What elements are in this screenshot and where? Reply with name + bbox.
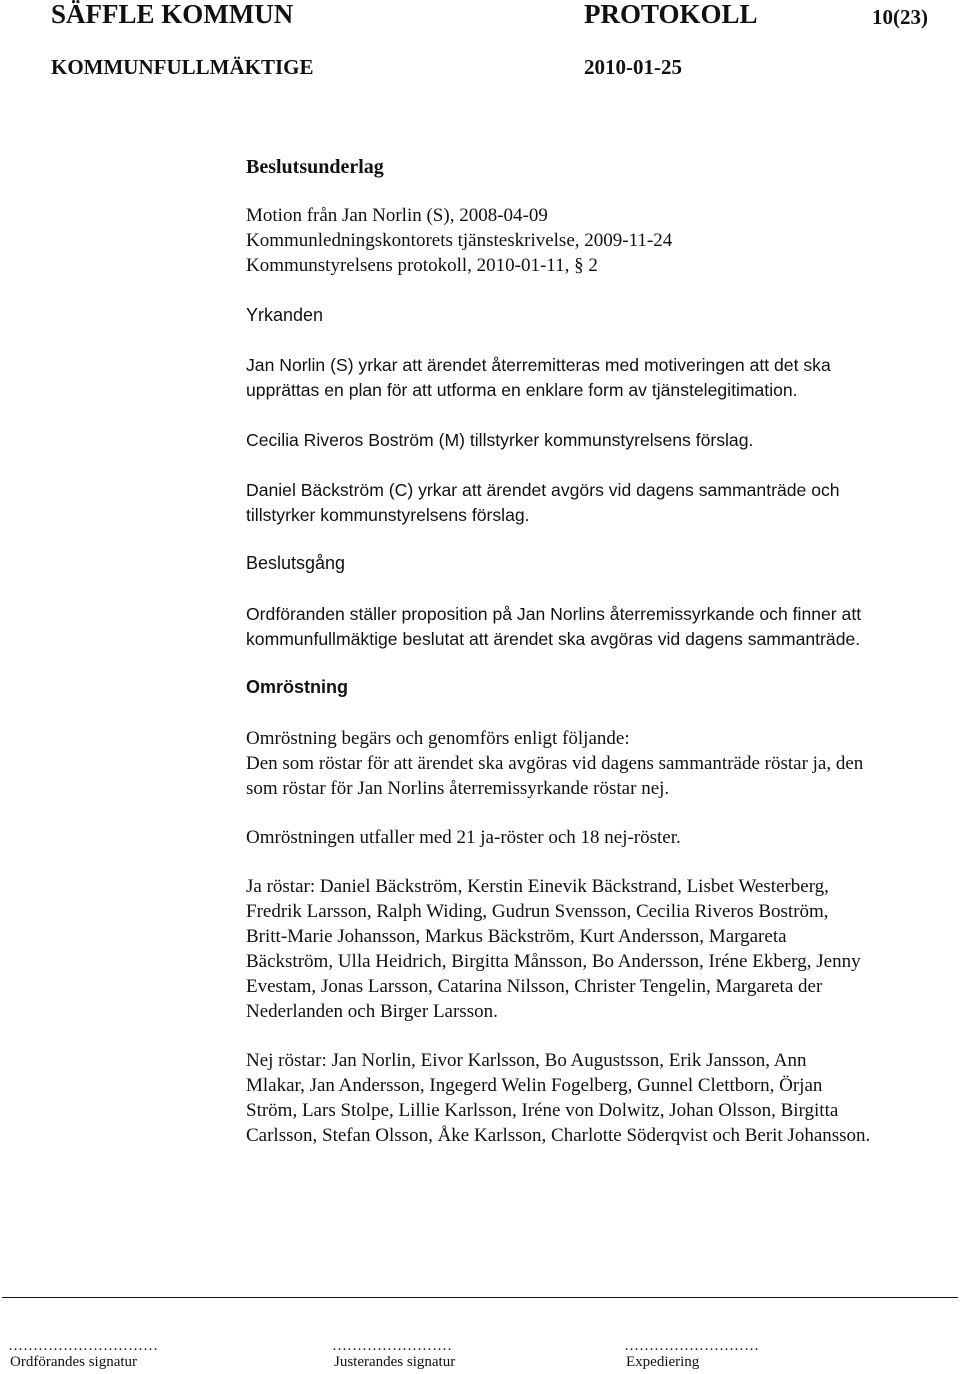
nej-roster-list: Nej röstar: Jan Norlin, Eivor Karlsson, Bo Augustsson, Erik Jansson, Ann Mlakar, Jan Andersson, Ingegerd Welin Fogelberg, Gunnel Clettborn, Örjan Ström, Lars Stolpe, Lillie Karlsson, Iréne von Dolwitz, Johan Olsson, Birgitta Carlsson, Stefan Olsson, Åke Karlsson, Charlotte Söderqvist och Berit Johansson.: [246, 1050, 871, 1146]
signature-line-adjuster: ……………………: [332, 1338, 452, 1354]
list-item: Kommunledningskontorets tjänsteskrivelse, 2009-11-24: [246, 230, 673, 251]
meeting-date: 2010-01-25: [584, 55, 682, 79]
list-item: Motion från Jan Norlin (S), 2008-04-09: [246, 205, 548, 226]
page-number: 10(23): [872, 5, 928, 29]
signature-line-chair: …………………………: [8, 1338, 158, 1354]
signature-label-adjuster: Justerandes signatur: [334, 1354, 456, 1370]
yrkanden-paragraph-3: Daniel Bäckström (C) yrkar att ärendet avgörs vid dagens sammanträde och tillstyrker kommunstyrelsens förslag.: [246, 480, 840, 525]
section-heading-omrostning: Omröstning: [246, 677, 348, 697]
omrostning-result: Omröstningen utfaller med 21 ja-röster och 18 nej-röster.: [246, 827, 681, 848]
municipality-name: SÄFFLE KOMMUN: [51, 0, 294, 29]
signature-line-expedition: ………………………: [624, 1338, 759, 1354]
signature-label-chair: Ordförandes signatur: [10, 1354, 138, 1370]
section-heading-beslutsgang: Beslutsgång: [246, 553, 346, 573]
omrostning-paragraph-1: Omröstning begärs och genomförs enligt följande: Den som röstar för att ärendet ska avgöras vid dagens sammanträde röstar ja, den som röstar för Jan Norlins återremissyrkande röstar nej.: [246, 728, 864, 799]
section-heading-yrkanden: Yrkanden: [246, 305, 324, 325]
yrkanden-paragraph-2: Cecilia Riveros Boström (M) tillstyrker kommunstyrelsens förslag.: [246, 430, 754, 450]
document-type: PROTOKOLL: [584, 0, 758, 29]
footer-divider: [2, 1297, 958, 1298]
beslutsunderlag-list: [246, 203, 672, 278]
yrkanden-paragraph-1: Jan Norlin (S) yrkar att ärendet återremitteras med motiveringen att det ska upprättas en plan för att utforma en enklare form av tjänstelegitimation.: [246, 355, 831, 400]
beslutsgang-paragraph: Ordföranden ställer proposition på Jan Norlins återremissyrkande och finner att kommunfullmäktige beslutat att ärendet ska avgöras vid dagens sammanträde.: [246, 604, 862, 649]
meeting-body: KOMMUNFULLMÄKTIGE: [51, 55, 314, 79]
section-heading-beslutsunderlag: Beslutsunderlag: [246, 156, 384, 178]
ja-roster-list: Ja röstar: Daniel Bäckström, Kerstin Einevik Bäckstrand, Lisbet Westerberg, Fredrik Larsson, Ralph Widing, Gudrun Svensson, Cecilia Riveros Boström, Britt-Marie Johansson, Markus Bäckström, Kurt Andersson, Margareta Bäckström, Ulla Heidrich, Birgitta Månsson, Bo Andersson, Iréne Ekberg, Jenny Evestam, Jonas Larsson, Catarina Nilsson, Christer Tengelin, Margareta der Nederlanden och Birger Larsson.: [246, 876, 861, 1022]
list-item: Kommunstyrelsens protokoll, 2010-01-11, § 2: [246, 255, 598, 276]
signature-label-expedition: Expediering: [626, 1354, 700, 1370]
